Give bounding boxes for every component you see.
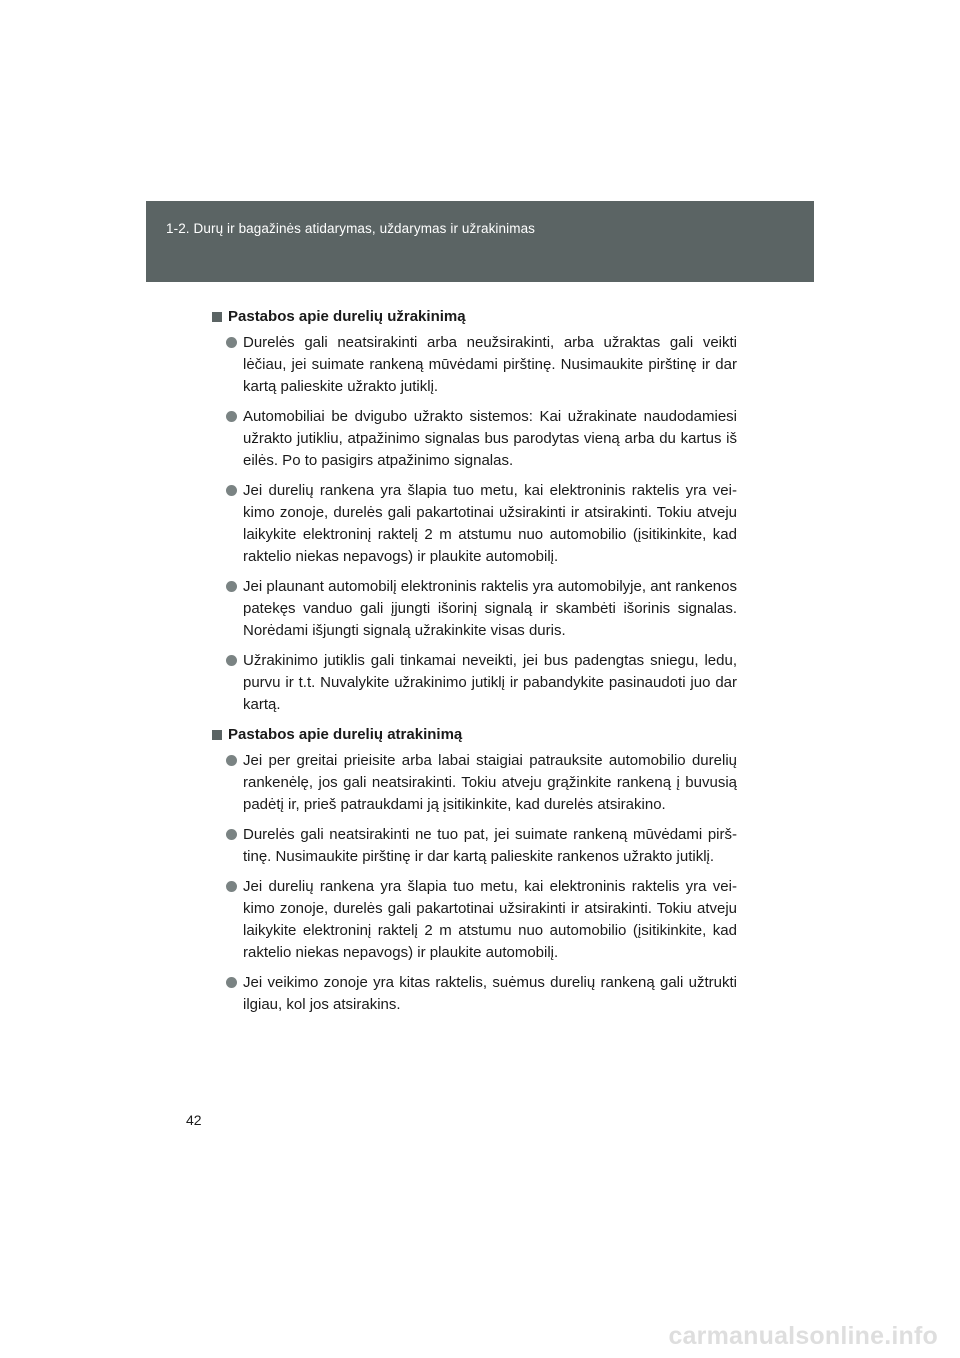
section-heading-text: Pastabos apie durelių atrakinimą xyxy=(228,726,463,743)
list-item-text: Jei veikimo zonoje yra kitas raktelis, suėmus durelių rankeną gali užtrukti ilgiau, kol jos atsirakins. xyxy=(243,974,737,1013)
list-item xyxy=(212,824,737,868)
page-content xyxy=(212,306,737,1024)
square-bullet-icon xyxy=(212,730,222,740)
circle-bullet-icon xyxy=(226,485,237,496)
section-heading-unlocking xyxy=(212,724,737,746)
circle-bullet-icon xyxy=(226,655,237,666)
circle-bullet-icon xyxy=(226,581,237,592)
list-item-text: Durelės gali neatsirakinti arba neužsirakinti, arba užraktas gali veikti lėčiau, jei suimate rankeną mūvėdami pirštinę. Nusimaukite pirštinę ir dar kartą palieskite užrakto jutiklį. xyxy=(243,334,737,395)
list-item-text: Automobiliai be dvigubo užrakto sistemos: Kai užrakinate naudodamiesi užrakto jutikliu, atpažinimo signalas bus parodytas vieną arba du kartus iš eilės. Po to pasigirs atpažinimo signalas. xyxy=(243,408,737,469)
chapter-header xyxy=(146,201,814,282)
circle-bullet-icon xyxy=(226,829,237,840)
list-item xyxy=(212,576,737,642)
circle-bullet-icon xyxy=(226,411,237,422)
list-item-text: Jei durelių rankena yra šlapia tuo metu, kai elektroninis raktelis yra veikimo zonoje, durelės gali pakartotinai užsirakinti ir atsirakinti. Tokiu atveju laikykite elektroninį raktelį 2 m atstumu nuo automobilio (įsitikinkite, kad raktelio niekas nepavogs) ir plaukite automobilį. xyxy=(243,878,737,961)
section-locking-notes xyxy=(212,306,737,716)
page-number: 42 xyxy=(186,1112,202,1128)
watermark: carmanualsonline.info xyxy=(668,1322,938,1350)
list-item xyxy=(212,972,737,1016)
square-bullet-icon xyxy=(212,312,222,322)
section-heading-locking xyxy=(212,306,737,328)
list-item xyxy=(212,406,737,472)
list-item-text: Užrakinimo jutiklis gali tinkamai neveikti, jei bus padengtas sniegu, ledu, purvu ir t.t. Nuvalykite užrakinimo jutiklį ir pabandykite pasinaudoti juo dar kartą. xyxy=(243,652,737,713)
list-item xyxy=(212,650,737,716)
list-item-text: Jei per greitai prieisite arba labai staigiai patrauksite automobilio durelių rankenėlę, jos gali neatsirakinti. Tokiu atveju grąžinkite rankeną į buvusią padėtį ir, prieš patraukdami ją įsitikinkite, kad durelės atsirakino. xyxy=(243,752,737,813)
list-item xyxy=(212,876,737,964)
list-item-text: Jei durelių rankena yra šlapia tuo metu, kai elektroninis raktelis yra veikimo zonoje, durelės gali pakartotinai užsirakinti ir atsirakinti. Tokiu atveju laikykite elektroninį raktelį 2 m atstumu nuo automobilio (įsitikinkite, kad raktelio niekas nepavogs) ir plaukite automobilį. xyxy=(243,482,737,565)
list-item xyxy=(212,480,737,568)
circle-bullet-icon xyxy=(226,977,237,988)
circle-bullet-icon xyxy=(226,881,237,892)
list-item xyxy=(212,332,737,398)
circle-bullet-icon xyxy=(226,755,237,766)
section-heading-text: Pastabos apie durelių užrakinimą xyxy=(228,308,466,325)
list-item xyxy=(212,750,737,816)
circle-bullet-icon xyxy=(226,337,237,348)
chapter-title: 1-2. Durų ir bagažinės atidarymas, uždarymas ir užrakinimas xyxy=(166,221,536,236)
list-item-text: Durelės gali neatsirakinti ne tuo pat, jei suimate rankeną mūvėdami pirštinę. Nusimaukite pirštinę ir dar kartą palieskite rankenos užrakto jutiklį. xyxy=(243,826,737,865)
section-unlocking-notes xyxy=(212,724,737,1016)
list-item-text: Jei plaunant automobilį elektroninis raktelis yra automobilyje, ant rankenos patekęs vanduo gali įjungti išorinį signalą ir skambėti išorinis signalas. Norėdami išjungti signalą užrakinkite visas duris. xyxy=(243,578,737,639)
